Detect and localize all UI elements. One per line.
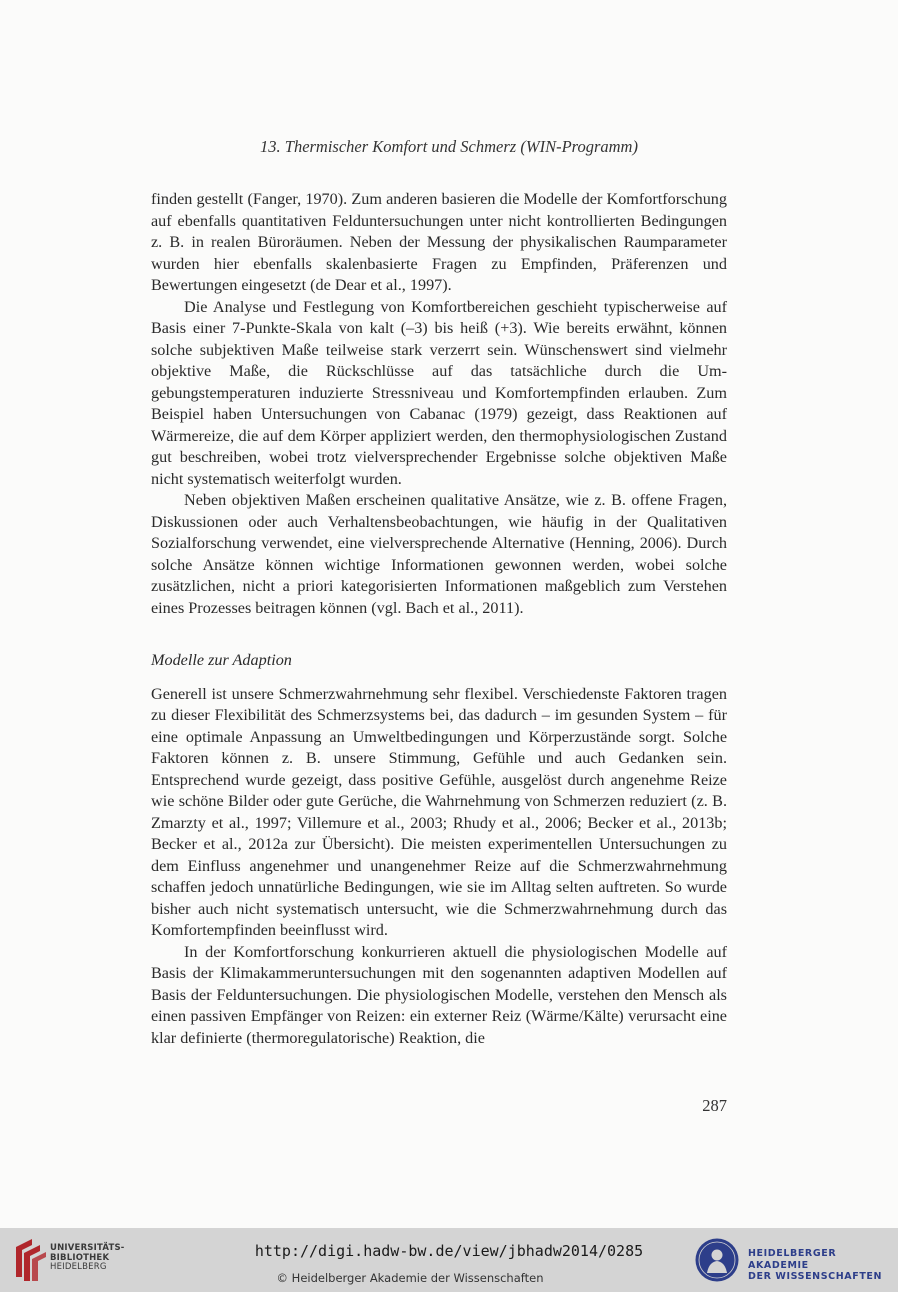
library-name-line-3: HEIDELBERG	[50, 1262, 107, 1272]
academy-name-line-1: HEIDELBERGER AKADEMIE	[748, 1248, 837, 1271]
page-number: 287	[702, 1096, 727, 1115]
footer-bar	[0, 1228, 898, 1292]
section-heading: Modelle zur Adaption	[151, 651, 292, 669]
paragraph-2: Die Analyse und Festlegung von Komfortbereichen geschieht typischerweise auf Basis einer 7-Punkte-Skala von kalt (–3) bis heiß (+3). Wie bereits erwähnt, können solche subjektiven Maße teilweise stark verzerrt sein. Wünschenswert sind vielmehr objektive Maße, die Rückschlüsse auf das tatsächliche durch die Umgebungstemperaturen induzierte Stressniveau und Komfortempfinden erlauben. Zum Beispiel haben Untersuchungen von Cabanac (1979) gezeigt, dass Reaktionen auf Wärmereize, die auf dem Körper appliziert werden, den thermophysiologischen Zustand gut beschreiben, wobei trotz vielversprechender Ergebnisse solche objektiven Maße nicht systematisch weiterfolgt wurden.	[151, 297, 727, 488]
paragraph-4: Generell ist unsere Schmerzwahrnehmung sehr flexibel. Verschiedenste Faktoren tragen zu dieser Flexibilität des Schmerzsystems bei, das dadurch – im gesunden System – für eine optimale Anpassung an Umweltbedingungen und Körperzustände sorgt. Solche Faktoren können z. B. unsere Stimmung, Gefühle und auch Gedanken sein. Entsprechend wurde gezeigt, dass positive Gefühle, ausgelöst durch angenehme Reize wie schöne Bilder oder gute Gerüche, die Wahrnehmung von Schmerzen reduziert (z. B. Zmarzty et al., 1997; Villemure et al., 2003; Rhudy et al., 2006; Becker et al., 2013b; Becker et al., 2012a zur Übersicht). Die meisten experimentellen Untersuchungen zu dem Einfluss angenehmer und unangenehmer Reize auf die Schmerzwahrnehmung schaffen jedoch unnatürliche Bedingungen, wie sie im Alltag selten auftreten. So wurde bisher auch nicht systematisch untersucht, wie die Schmerzwahrnehmung durch das Komfortempfinden beeinflusst wird.	[151, 684, 727, 939]
paragraph-1: finden gestellt (Fanger, 1970). Zum anderen basieren die Modelle der Komfortforschung auf ebenfalls quantitativen Felduntersuchungen unter nicht kontrollierten Bedingungen z. B. in realen Büroräumen. Neben der Messung der physikalischen Raumparameter wurden hier ebenfalls skalenbasierte Fragen zu Empfinden, Präferenzen und Bewertungen eingesetzt (de Dear et al., 1997).	[151, 190, 727, 294]
academy-name	[748, 1248, 898, 1283]
copyright-notice: © Heidelberger Akademie der Wissenschaften	[276, 1271, 544, 1285]
permalink-url[interactable]: http://digi.hadw-bw.de/view/jbhadw2014/0285	[254, 1242, 644, 1260]
body-text	[151, 189, 727, 1049]
paragraph-5: In der Komfortforschung konkurrieren aktuell die physiologischen Modelle auf Basis der Klimakammeruntersuchungen mit den sogenannten adaptiven Modellen auf Basis der Felduntersuchungen. Die physiologischen Modelle, verstehen den Mensch als einen passiven Empfänger von Reizen: ein externer Reiz (Wärme/Kälte) verursacht eine klar definierte (thermoregulatorische) Reaktion, die	[151, 942, 727, 1047]
academy-seal-icon[interactable]	[694, 1237, 740, 1283]
library-name-line-2: BIBLIOTHEK	[50, 1252, 110, 1263]
library-name-line-1: UNIVERSITÄTS-	[50, 1243, 125, 1253]
paragraph-3: Neben objektiven Maßen erscheinen qualitative Ansätze, wie z. B. offene Fragen, Diskussionen oder auch Verhaltensbeobachtungen, wie häufig in der Qualitativen Sozialforschung verwendet, eine vielversprechende Alternative (Henning, 2006). Durch solche Ansätze können wichtige Informationen gewonnen werden, wobei solche zusätzlichen, nicht a priori kategorisierten Informationen maßgeblich zum Verstehen eines Prozesses beitragen können (vgl. Bach et al., 2011).	[151, 491, 727, 617]
running-head: 13. Thermischer Komfort und Schmerz (WIN-Programm)	[260, 137, 638, 156]
academy-name-line-2: DER WISSENSCHAFTEN	[748, 1271, 883, 1282]
